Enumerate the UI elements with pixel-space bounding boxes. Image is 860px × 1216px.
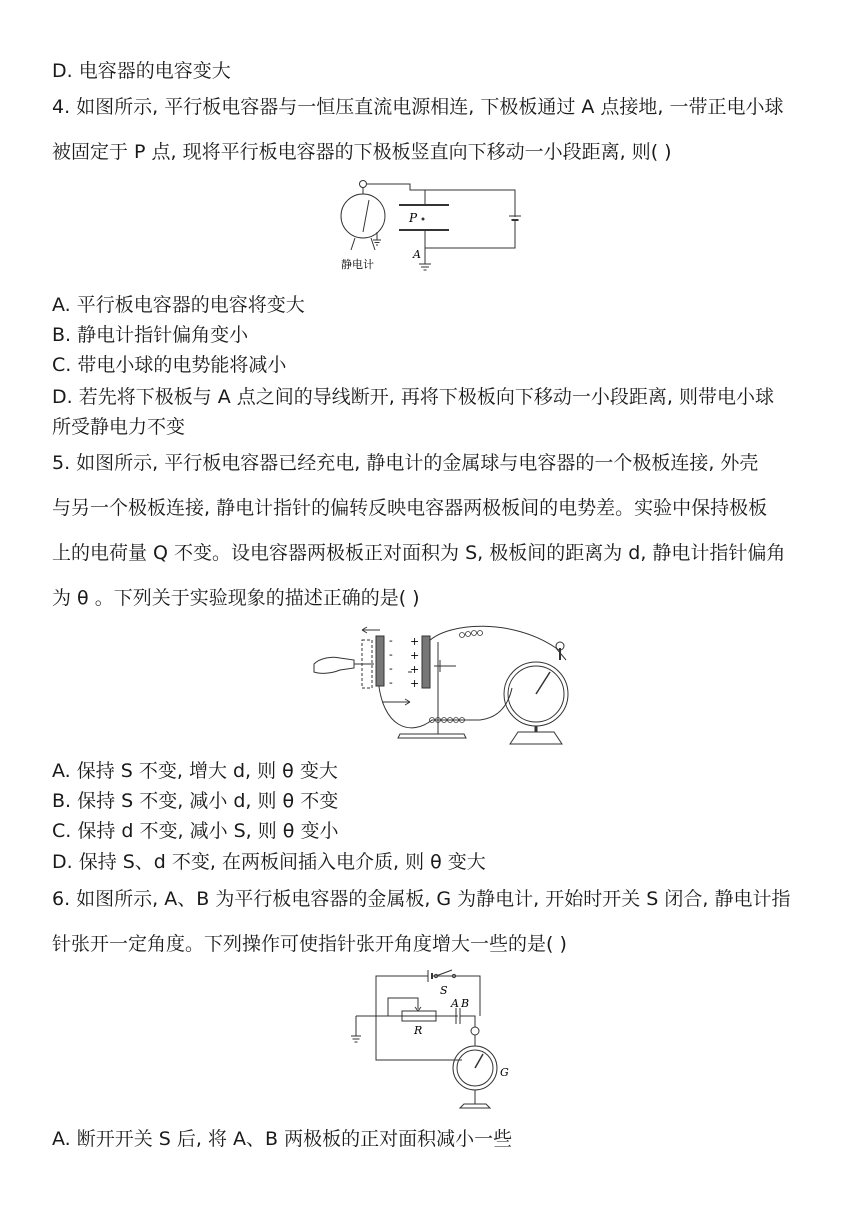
switch [436, 970, 452, 976]
electroscope-ball [360, 181, 367, 188]
plus-sign: + [410, 663, 420, 676]
plus-sign: + [410, 649, 420, 662]
question-6-text: 6. 如图所示, A、B 为平行板电容器的金属板, G 为静电计, 开始时开关 S 闭合, 静电计指 [52, 888, 791, 910]
question-4-text: 4. 如图所示, 平行板电容器与一恒压直流电源相连, 下极板通过 A 点接地, 一带正电小球 [52, 96, 784, 118]
right-plate [422, 636, 430, 688]
option-line: D. 电容器的电容变大 [52, 60, 231, 82]
option-a: A. 断开开关 S 后, 将 A、B 两极板的正对面积减小一些 [52, 1128, 513, 1150]
question-5-text-cont: 为 θ 。下列关于实验现象的描述正确的是( ) [52, 587, 420, 609]
minus-sign: - [389, 648, 393, 661]
label-G: G [500, 1066, 509, 1079]
label-B: B [461, 997, 470, 1010]
electroscope-base [460, 1104, 490, 1108]
option-a: A. 保持 S 不变, 增大 d, 则 θ 变大 [52, 760, 338, 782]
minus-sign: - [389, 634, 393, 647]
label-electroscope: 静电计 [341, 258, 374, 271]
label-R: R [414, 1024, 423, 1037]
label-A: A [413, 248, 421, 261]
upper-coiled-wire [428, 626, 566, 660]
figure-1-circuit [325, 176, 525, 276]
question-5-text: 5. 如图所示, 平行板电容器已经充电, 静电计的金属球与电容器的一个极板连接, 外壳 [52, 452, 759, 474]
charged-ball [422, 218, 425, 221]
label-P: P [409, 211, 418, 225]
plus-sign: + [410, 677, 420, 690]
hand [314, 657, 354, 673]
option-b: B. 静电计指针偏角变小 [52, 324, 249, 346]
label-A: A [451, 997, 459, 1010]
minus-sign: - [389, 662, 393, 675]
option-c: C. 带电小球的电势能将减小 [52, 354, 287, 376]
left-plate [376, 636, 384, 686]
option-b: B. 保持 S 不变, 减小 d, 则 θ 不变 [52, 790, 339, 812]
question-5-text-cont: 上的电荷量 Q 不变。设电容器两极板正对面积为 S, 极板间的距离为 d, 静电计指针偏角 [52, 542, 786, 564]
option-c: C. 保持 d 不变, 减小 S, 则 θ 变小 [52, 820, 339, 842]
figure-2-apparatus [312, 620, 574, 750]
question-6-text-cont: 针张开一定角度。下列操作可使指针张开角度增大一些的是( ) [52, 933, 567, 955]
option-d-cont: 所受静电力不变 [52, 416, 186, 438]
label-S: S [440, 984, 448, 997]
plus-sign: + [410, 635, 420, 648]
stand-base [398, 734, 466, 738]
option-d: D. 若先将下极板与 A 点之间的导线断开, 再将下极板向下移动一小段距离, 则带电小球 [52, 386, 774, 408]
figure-3-circuit [348, 964, 526, 1114]
option-d: D. 保持 S、d 不变, 在两板间插入电介质, 则 θ 变大 [52, 851, 486, 873]
minus-sign: - [389, 676, 393, 689]
option-a: A. 平行板电容器的电容将变大 [52, 294, 305, 316]
lower-coiled-wire [378, 678, 512, 728]
question-5-text-cont: 与另一个极板连接, 静电计指针的偏转反映电容器两极板间的电势差。实验中保持极板 [52, 497, 768, 519]
question-4-text-cont: 被固定于 P 点, 现将平行板电容器的下极板竖直向下移动一小段距离, 则( ) [52, 141, 672, 163]
electroscope-base [510, 732, 562, 744]
